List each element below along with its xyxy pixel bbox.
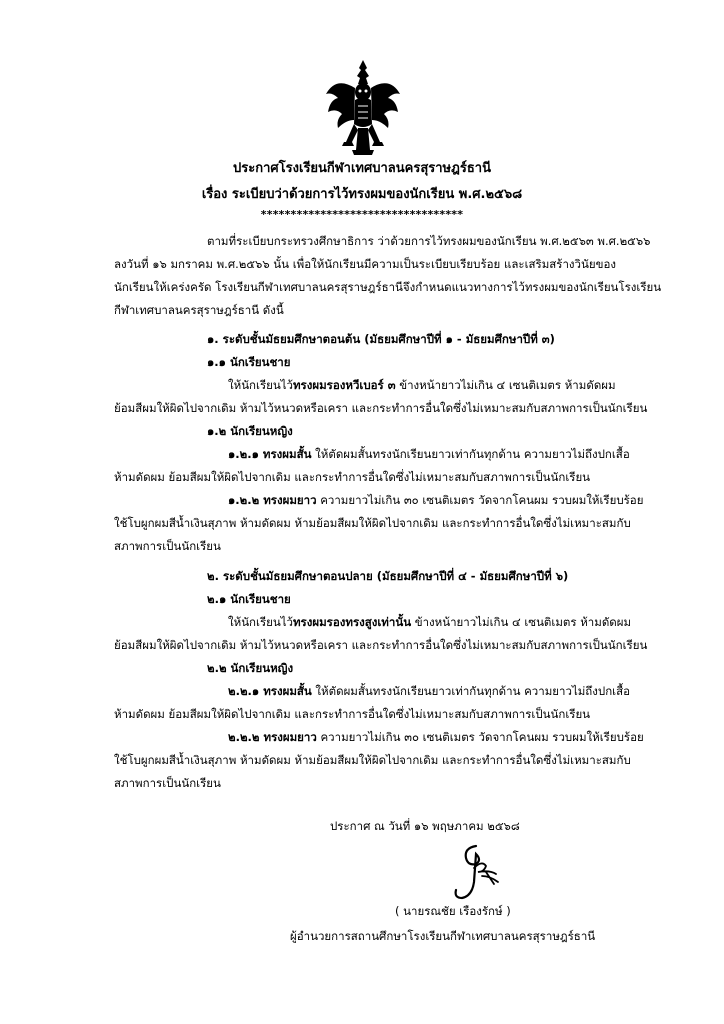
signer-title: ผู้อำนวยการสถานศึกษาโรงเรียนกีฬาเทศบาลนครสุราษฎร์ธานี bbox=[290, 929, 596, 943]
section2-short-line-1 bbox=[228, 683, 630, 701]
section2-male-hairstyle: ทรงผมรองทรงสูงเท่านั้น bbox=[292, 615, 412, 629]
section2-male-heading: ๒.๑ นักเรียนชาย bbox=[207, 592, 291, 606]
announcement-date: ประกาศ ณ วันที่ ๑๖ พฤษภาคม ๒๕๖๘ bbox=[330, 819, 520, 833]
section2-long-line-1 bbox=[228, 729, 644, 747]
section2-long-label: ๒.๒.๒ ทรงผมยาว bbox=[228, 730, 317, 744]
section2-long-line-2: ใช้โบผูกผมสีน้ำเงินสุภาพ ห้ามดัดผม ห้ามย้อมสีผมให้ผิดไปจากเดิม และกระทำการอื่นใดซึ่งไม่เหมาะสมกับ bbox=[114, 753, 631, 767]
section2-long-line-3: สภาพการเป็นนักเรียน bbox=[114, 776, 221, 790]
section1-long-label: ๑.๒.๒ ทรงผมยาว bbox=[228, 493, 317, 507]
section1-long-line-3: สภาพการเป็นนักเรียน bbox=[114, 539, 221, 553]
section1-female-heading: ๑.๒ นักเรียนหญิง bbox=[207, 424, 293, 438]
section2-heading: ๒. ระดับชั้นมัธยมศึกษาตอนปลาย (มัธยมศึกษาปีที่ ๔ - มัธยมศึกษาปีที่ ๖) bbox=[207, 569, 569, 583]
intro-line-1: ตามที่ระเบียบกระทรวงศึกษาธิการ ว่าด้วยการไว้ทรงผมของนักเรียน พ.ศ.๒๕๖๓ พ.ศ.๒๕๖๖ bbox=[207, 234, 651, 248]
section2-short-label: ๒.๒.๑ ทรงผมสั้น bbox=[228, 684, 312, 698]
section1-short-label: ๑.๒.๑ ทรงผมสั้น bbox=[228, 447, 312, 461]
intro-line-3: นักเรียนให้เคร่งครัด โรงเรียนกีฬาเทศบาลนครสุราษฎร์ธานีจึงกำหนดแนวทางการไว้ทรงผมของนักเรียนโรงเรียน bbox=[114, 280, 662, 294]
section1-male-prefix: ให้นักเรียนไว้ bbox=[228, 378, 293, 392]
section1-heading: ๑. ระดับชั้นมัธยมศึกษาตอนต้น (มัธยมศึกษาปีที่ ๑ - มัธยมศึกษาปีที่ ๓) bbox=[207, 332, 555, 346]
section1-male-line-1 bbox=[228, 377, 616, 395]
section1-short-line-2: ห้ามดัดผม ย้อมสีผมให้ผิดไปจากเดิม และกระทำการอื่นใดซึ่งไม่เหมาะสมกับสภาพการเป็นนักเรียน bbox=[114, 470, 591, 484]
section1-long-rule: ความยาวไม่เกิน ๓๐ เซนติเมตร วัดจากโคนผม รวบผมให้เรียบร้อย bbox=[316, 493, 644, 507]
section2-male-prefix: ให้นักเรียนไว้ bbox=[228, 615, 293, 629]
section1-male-rule: ข้างหน้ายาวไม่เกิน ๔ เซนติเมตร ห้ามดัดผม bbox=[395, 378, 616, 392]
section2-male-line-2: ย้อมสีผมให้ผิดไปจากเดิม ห้ามไว้หนวดหรือเครา และกระทำการอื่นใดซึ่งไม่เหมาะสมกับสภาพการเป็นนักเรียน bbox=[114, 638, 648, 652]
intro-line-2: ลงวันที่ ๑๖ มกราคม พ.ศ.๒๕๖๖ นั้น เพื่อให้นักเรียนมีความเป็นระเบียบเรียบร้อย และเสริมสร้างวินัยของ bbox=[114, 257, 616, 271]
section1-male-hairstyle: ทรงผมรองหวีเบอร์ ๓ bbox=[292, 378, 396, 392]
document-subject: เรื่อง ระเบียบว่าด้วยการไว้ทรงผมของนักเรียน พ.ศ.๒๕๖๘ bbox=[201, 187, 523, 202]
section2-female-heading: ๒.๒ นักเรียนหญิง bbox=[207, 661, 294, 675]
section2-short-line-2: ห้ามดัดผม ย้อมสีผมให้ผิดไปจากเดิม และกระทำการอื่นใดซึ่งไม่เหมาะสมกับสภาพการเป็นนักเรียน bbox=[114, 707, 591, 721]
section1-short-rule: ให้ตัดผมสั้นทรงนักเรียนยาวเท่ากันทุกด้าน ความยาวไม่ถึงปกเสื้อ bbox=[311, 447, 630, 461]
section1-male-line-2: ย้อมสีผมให้ผิดไปจากเดิม ห้ามไว้หนวดหรือเครา และกระทำการอื่นใดซึ่งไม่เหมาะสมกับสภาพการเป็นนักเรียน bbox=[114, 401, 648, 415]
intro-line-4: กีฬาเทศบาลนครสุราษฎร์ธานี ดังนี้ bbox=[114, 303, 284, 317]
section1-male-heading: ๑.๑ นักเรียนชาย bbox=[207, 355, 291, 369]
garuda-emblem-icon bbox=[322, 58, 404, 156]
section2-long-rule: ความยาวไม่เกิน ๓๐ เซนติเมตร วัดจากโคนผม รวบผมให้เรียบร้อย bbox=[316, 730, 644, 744]
section2-short-rule: ให้ตัดผมสั้นทรงนักเรียนยาวเท่ากันทุกด้าน ความยาวไม่ถึงปกเสื้อ bbox=[311, 684, 631, 698]
section2-male-line-1 bbox=[228, 614, 631, 632]
signer-name: ( นายรณชัย เรืองรักษ์ ) bbox=[395, 904, 511, 918]
section2-male-rule: ข้างหน้ายาวไม่เกิน ๔ เซนติเมตร ห้ามดัดผม bbox=[411, 615, 632, 629]
section1-long-line-1 bbox=[228, 492, 643, 510]
section1-short-line-1 bbox=[228, 446, 630, 464]
document-title: ประกาศโรงเรียนกีฬาเทศบาลนครสุราษฎร์ธานี bbox=[233, 161, 491, 176]
title-divider: ********************************** bbox=[260, 208, 464, 221]
signature bbox=[446, 842, 502, 902]
section1-long-line-2: ใช้โบผูกผมสีน้ำเงินสุภาพ ห้ามดัดผม ห้ามย้อมสีผมให้ผิดไปจากเดิม และกระทำการอื่นใดซึ่งไม่เหมาะสมกับ bbox=[114, 516, 631, 530]
